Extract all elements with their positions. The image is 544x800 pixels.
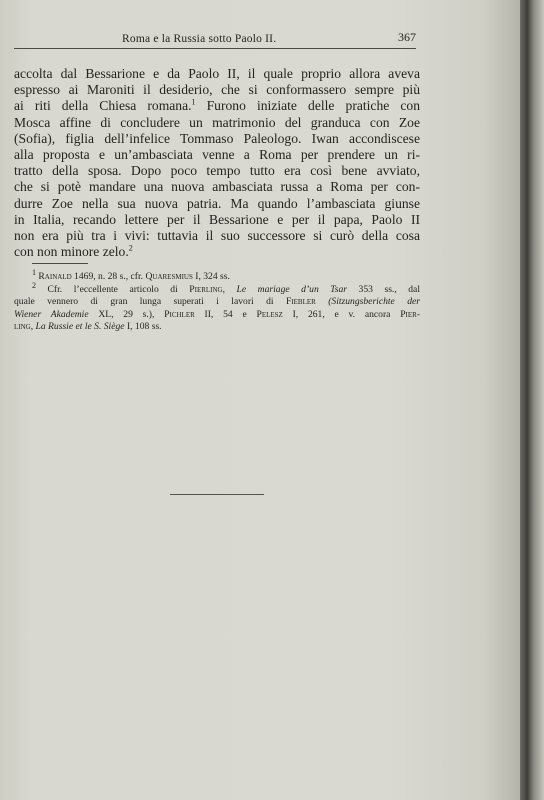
- footnote-1: $^1$ Rainald 1469, n. 28 s., cfr. Quaresmius I, 324 ss.: [32, 267, 230, 282]
- footnote-2: $^2$ Cfr. l’eccellente articolo di Pierling, Le mariage d’un Tsar 353 ss., dal: [32, 280, 420, 295]
- text-line: ai riti della Chiesa romana.$^1$ Furono iniziate delle pratiche con: [14, 97, 420, 114]
- body-paragraph: [14, 66, 420, 260]
- text-line: tratto della sposa. Dopo poco tempo tutto era così bene avviato,: [14, 163, 420, 179]
- running-title: Roma e la Russia sotto Paolo II.: [122, 33, 277, 45]
- footnote-2-line: Wiener Akademie XL, 29 s.), Pichler II, 54 e Pelesz I, 261, e v. ancora Pier-: [14, 308, 420, 320]
- text-line: alla proposta e un’ambasciata venne a Roma per prendere un ri-: [14, 147, 420, 163]
- footnote-2-line: quale vennero di gran lunga superati i lavori di Fiebler (Sitzungsberichte der: [14, 296, 421, 308]
- text-line: espresso ai Maroniti il desiderio, che si conformassero sempre più: [14, 82, 420, 98]
- text-line: durre Zoe nella sua nuova patria. Ma quando l’ambasciata giunse: [14, 195, 420, 211]
- text-line: non era più tra i vivi: tuttavia il suo successore si curò della cosa: [14, 228, 420, 244]
- text-line: accolta dal Bessarione e da Paolo II, il quale proprio allora aveva: [14, 66, 420, 81]
- footnotes: [14, 267, 421, 334]
- footnote-separator: [32, 263, 88, 264]
- footnote-mark: 2: [128, 243, 133, 253]
- text-line: che si potè mandare una nuova ambasciata russa a Roma per con-: [14, 179, 420, 195]
- text-line: con non minore zelo.$^2$: [14, 243, 133, 260]
- footnote-2-line: ling, La Russie et le S. Siège I, 108 ss.: [14, 321, 162, 333]
- text-line: in Italia, recando lettere per il Bessarione e per il papa, Paolo II: [14, 211, 420, 227]
- page-number: 367: [398, 30, 416, 44]
- footnote-mark: 1: [191, 97, 196, 107]
- page-header: [14, 30, 416, 49]
- section-end-rule: [170, 494, 264, 495]
- book-spine: [520, 0, 544, 800]
- text-line: (Sofia), figlia dell’infelice Tommaso Paleologo. Iwan accondiscese: [14, 130, 420, 146]
- text-line: Mosca affine di concludere un matrimonio del granduca con Zoe: [14, 114, 420, 130]
